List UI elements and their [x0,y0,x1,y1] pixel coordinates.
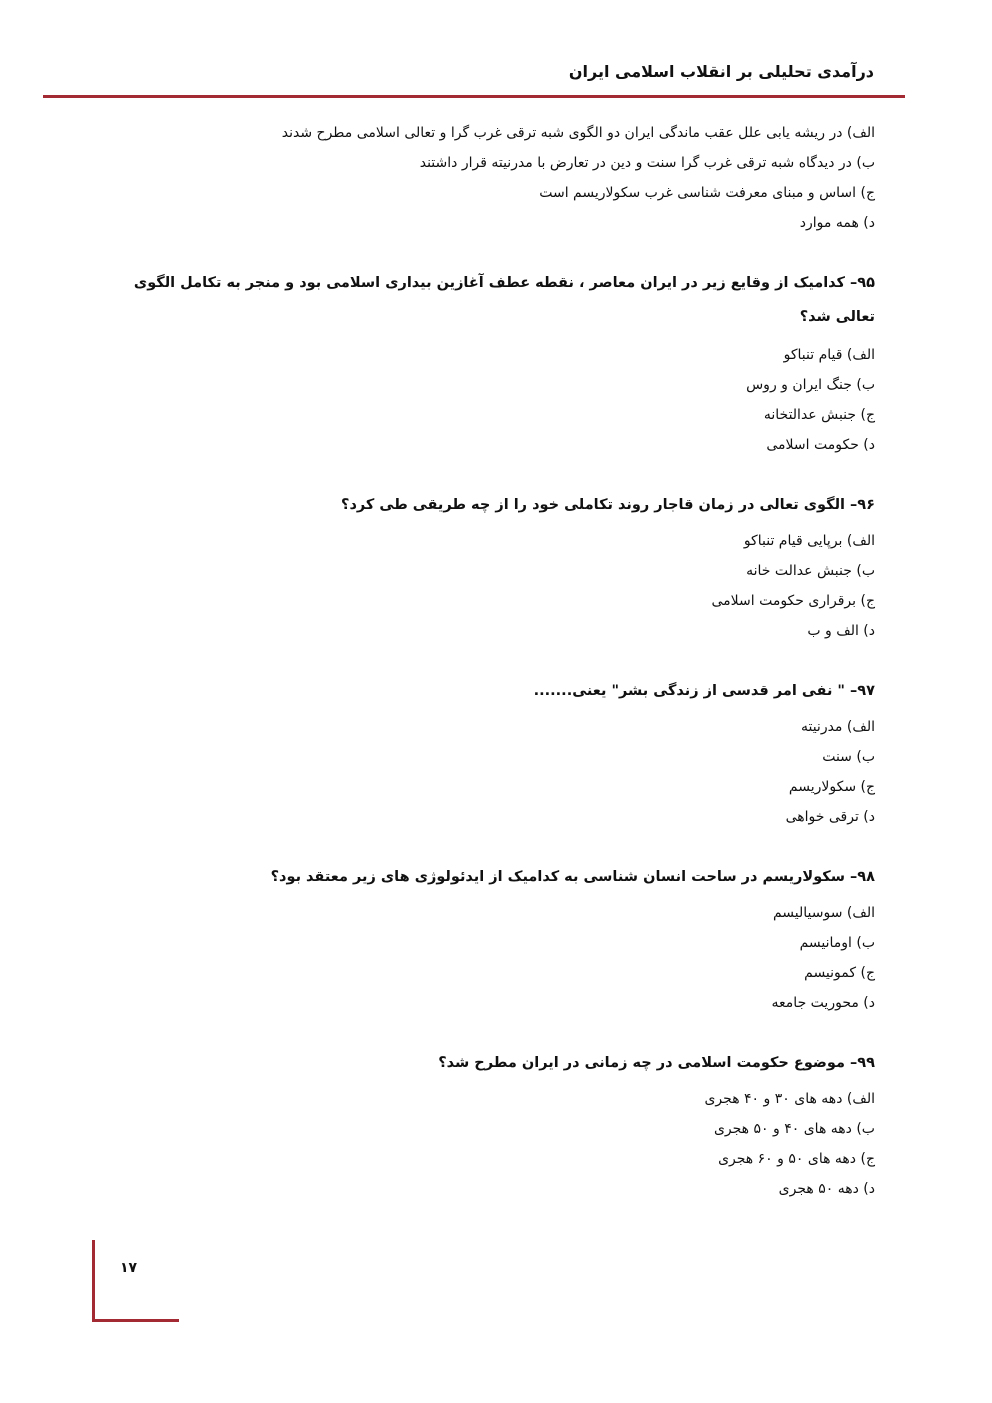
question-96-option-c: ج) برقراری حکومت اسلامی [711,593,875,609]
page-number: ۱۷ [120,1260,138,1276]
intro-option-a: الف) در ریشه یابی علل عقب ماندگی ایران دو الگوی شبه ترقی غرب گرا و تعالی اسلامی مطرح شدند [281,125,875,141]
question-95-text: ۹۵– کدامیک از وقایع زیر در ایران معاصر ، نقطه عطف آغازین بیداری اسلامی بود و منجر به تکامل الگوی تعالی شد؟ [133,275,875,325]
intro-option-d: د) همه موارد [799,215,875,231]
question-97-option-a: الف) مدرنیته [800,719,875,735]
question-97-option-c: ج) سکولاریسم [788,779,875,795]
question-98 [130,860,875,1018]
question-96 [130,488,875,646]
question-98-text: ۹۸– سکولاریسم در ساحت انسان شناسی به کدامیک از ایدئولوژی های زیر معتقد بود؟ [270,869,875,885]
question-98-option-c: ج) کمونیسم [804,965,875,981]
question-98-option-b: ب) اومانیسم [799,935,875,951]
page-content [130,118,875,1204]
intro-option-b: ب) در دیدگاه شبه ترقی غرب گرا سنت و دین در تعارض با مدرنیته قرار داشتند [419,155,875,171]
question-97-option-d: د) ترقی خواهی [785,809,875,825]
question-96-option-a: الف) برپایی قیام تنباکو [743,533,875,549]
header-rule [43,95,905,98]
question-98-option-d: د) محوریت جامعه [771,995,875,1011]
question-99-option-a: الف) دهه های ۳۰ و ۴۰ هجری [704,1091,875,1107]
question-95-option-a: الف) قیام تنباکو [783,347,875,363]
question-95-option-b: ب) جنگ ایران و روس [746,377,875,393]
question-96-option-d: د) الف و ب [807,623,875,639]
question-99-option-c: ج) دهه های ۵۰ و ۶۰ هجری [718,1151,875,1167]
question-95-option-c: ج) جنبش عدالتخانه [763,407,875,423]
footer-corner-horizontal-rule [92,1319,179,1322]
intro-option-c: ج) اساس و مبنای معرفت شناسی غرب سکولاریسم است [539,185,875,201]
question-99 [130,1046,875,1204]
question-98-option-a: الف) سوسیالیسم [772,905,875,921]
intro-options [130,118,875,238]
question-97-text: ۹۷– " نفی امر قدسی از زندگی بشر" یعنی....... [533,683,875,699]
question-95-option-d: د) حکومت اسلامی [766,437,875,453]
question-99-text: ۹۹– موضوع حکومت اسلامی در چه زمانی در ایران مطرح شد؟ [438,1055,875,1071]
question-99-option-d: د) دهه ۵۰ هجری [778,1181,875,1197]
question-97 [130,674,875,832]
question-97-option-b: ب) سنت [822,749,875,765]
question-96-option-b: ب) جنبش عدالت خانه [746,563,875,579]
question-95 [130,266,875,460]
question-99-option-b: ب) دهه های ۴۰ و ۵۰ هجری [713,1121,875,1137]
footer-corner-vertical-rule [92,1240,95,1322]
question-96-text: ۹۶– الگوی تعالی در زمان قاجار روند تکاملی خود را از چه طریقی طی کرد؟ [341,497,875,513]
page-header-title: درآمدی تحلیلی بر انقلاب اسلامی ایران [568,62,874,81]
